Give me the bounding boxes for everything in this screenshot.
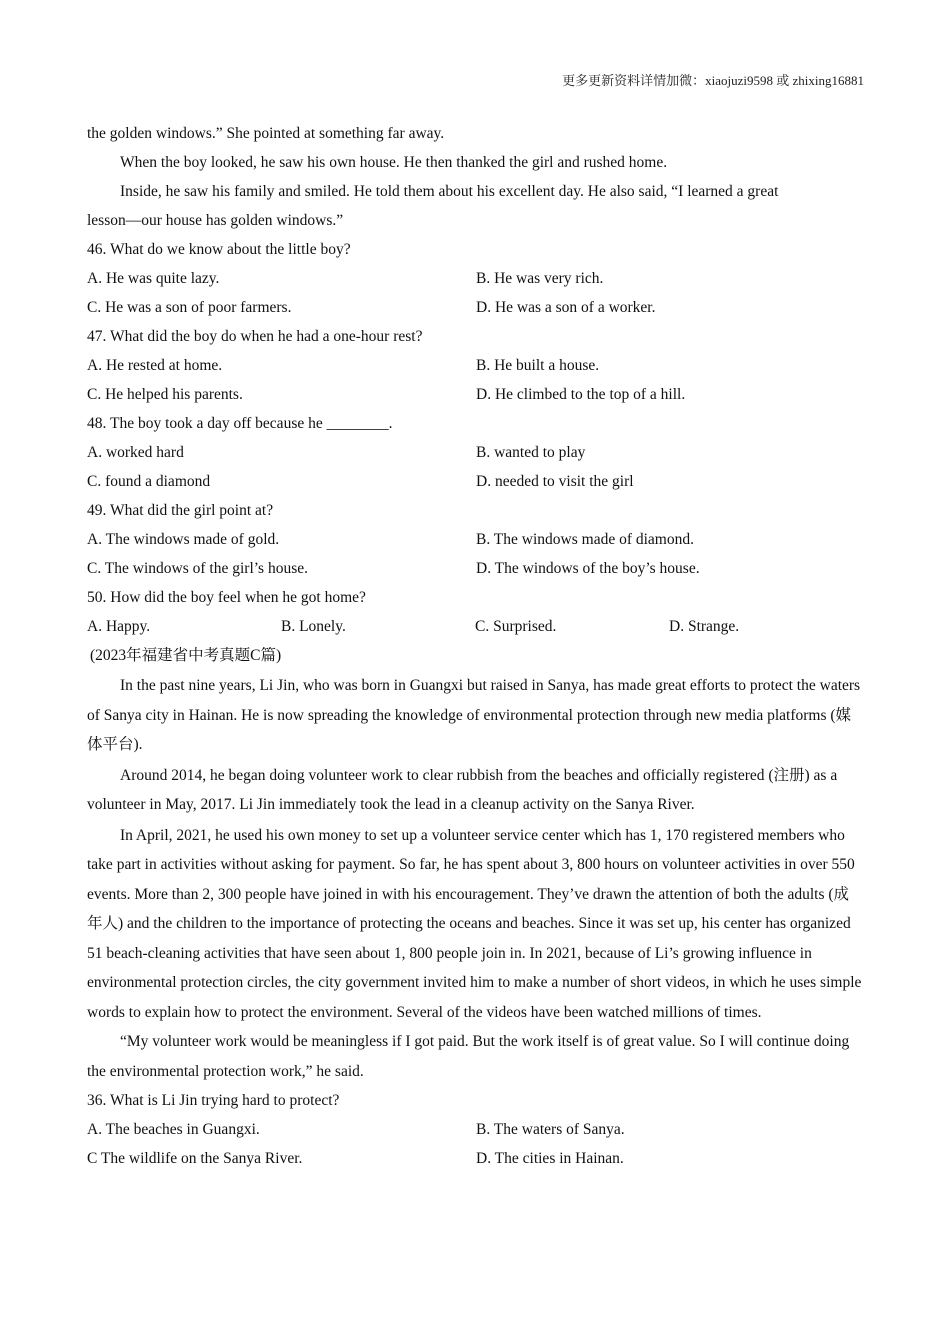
option-a: A. Happy. (87, 618, 151, 635)
options-row (87, 554, 863, 583)
option-c: C. The windows of the girl’s house. (87, 560, 309, 577)
options-row (87, 525, 863, 554)
option-b: B. The waters of Sanya. (476, 1121, 625, 1138)
passage-line: lesson—our house has golden windows.” (87, 212, 344, 229)
option-c: C. found a diamond (87, 473, 211, 490)
question-stem: 50. How did the boy feel when he got home? (87, 589, 366, 606)
option-d: D. The cities in Hainan. (476, 1150, 624, 1167)
option-a: A. worked hard (87, 444, 184, 461)
option-c: C The wildlife on the Sanya River. (87, 1150, 303, 1167)
option-a: A. He rested at home. (87, 357, 223, 374)
passage-paragraph: In April, 2021, he used his own money to set up a volunteer service center which has 1, 170 registered members who take part in activities without asking for payment. So far, he has spent about 3, 800 hours on volunteer activities in over 550 events. More than 2, 300 people have joined in with his encouragement. They’ve drawn the attention of both the adults (成年人) and the children to the importance of protecting the oceans and beaches. Since it was set up, his center has organized 51 beach-cleaning activities that have seen about 1, 800 people join in. In 2021, because of Li’s growing influence in environmental protection circles, the city government invited him to make a number of short videos, in which he uses simple words to explain how to protect the environment. Several of the videos have been watched millions of times. (87, 826, 862, 1021)
passage-line: Inside, he saw his family and smiled. He told them about his excellent day. He also said, “I learned a great (120, 183, 779, 200)
option-d: D. Strange. (669, 618, 740, 635)
option-a: A. The beaches in Guangxi. (87, 1121, 260, 1138)
question-stem: 36. What is Li Jin trying hard to protect? (87, 1092, 340, 1109)
option-a: A. The windows made of gold. (87, 531, 280, 548)
options-row (87, 264, 863, 293)
header-note: 更多更新资料详情加微：xiaojuzi9598 或 zhixing16881 (562, 73, 864, 88)
option-b: B. The windows made of diamond. (476, 531, 694, 548)
option-c: C. He was a son of poor farmers. (87, 299, 292, 316)
option-d: D. The windows of the boy’s house. (476, 560, 700, 577)
passage-paragraph: In the past nine years, Li Jin, who was born in Guangxi but raised in Sanya, has made great efforts to protect the waters of Sanya city in Hainan. He is now spreading the knowledge of environmental protection through new media platforms (媒体平台). (87, 677, 861, 753)
option-b: B. He was very rich. (476, 270, 604, 287)
options-row (87, 1115, 863, 1144)
question-stem: 46. What do we know about the little boy? (87, 241, 351, 258)
options-row (87, 467, 863, 496)
options-row (87, 380, 863, 409)
passage-line: the golden windows.” She pointed at something far away. (87, 125, 445, 142)
option-b: B. Lonely. (281, 618, 346, 635)
page-content (87, 119, 863, 1173)
passage-paragraph: Around 2014, he began doing volunteer work to clear rubbish from the beaches and officially registered (注册) as a volunteer in May, 2017. Li Jin immediately took the lead in a cleanup activity on the Sanya River. (87, 766, 838, 813)
options-row (87, 1144, 863, 1173)
option-a: A. He was quite lazy. (87, 270, 220, 287)
question-stem: 48. The boy took a day off because he ________. (87, 415, 393, 432)
passage-line: When the boy looked, he saw his own house. He then thanked the girl and rushed home. (120, 154, 668, 171)
options-row (87, 351, 863, 380)
option-c: C. Surprised. (475, 618, 557, 635)
option-c: C. He helped his parents. (87, 386, 243, 403)
option-d: D. needed to visit the girl (476, 473, 634, 490)
question-stem: 47. What did the boy do when he had a one-hour rest? (87, 328, 423, 345)
option-d: D. He was a son of a worker. (476, 299, 656, 316)
options-row (87, 612, 863, 641)
option-d: D. He climbed to the top of a hill. (476, 386, 686, 403)
options-row (87, 293, 863, 322)
option-b: B. wanted to play (476, 444, 586, 461)
option-b: B. He built a house. (476, 357, 600, 374)
question-stem: 49. What did the girl point at? (87, 502, 274, 519)
passage-source: (2023年福建省中考真题C篇) (90, 647, 282, 664)
options-row (87, 438, 863, 467)
passage-paragraph: “My volunteer work would be meaningless if I got paid. But the work itself is of great value. So I will continue doing the environmental protection work,” he said. (87, 1033, 850, 1080)
